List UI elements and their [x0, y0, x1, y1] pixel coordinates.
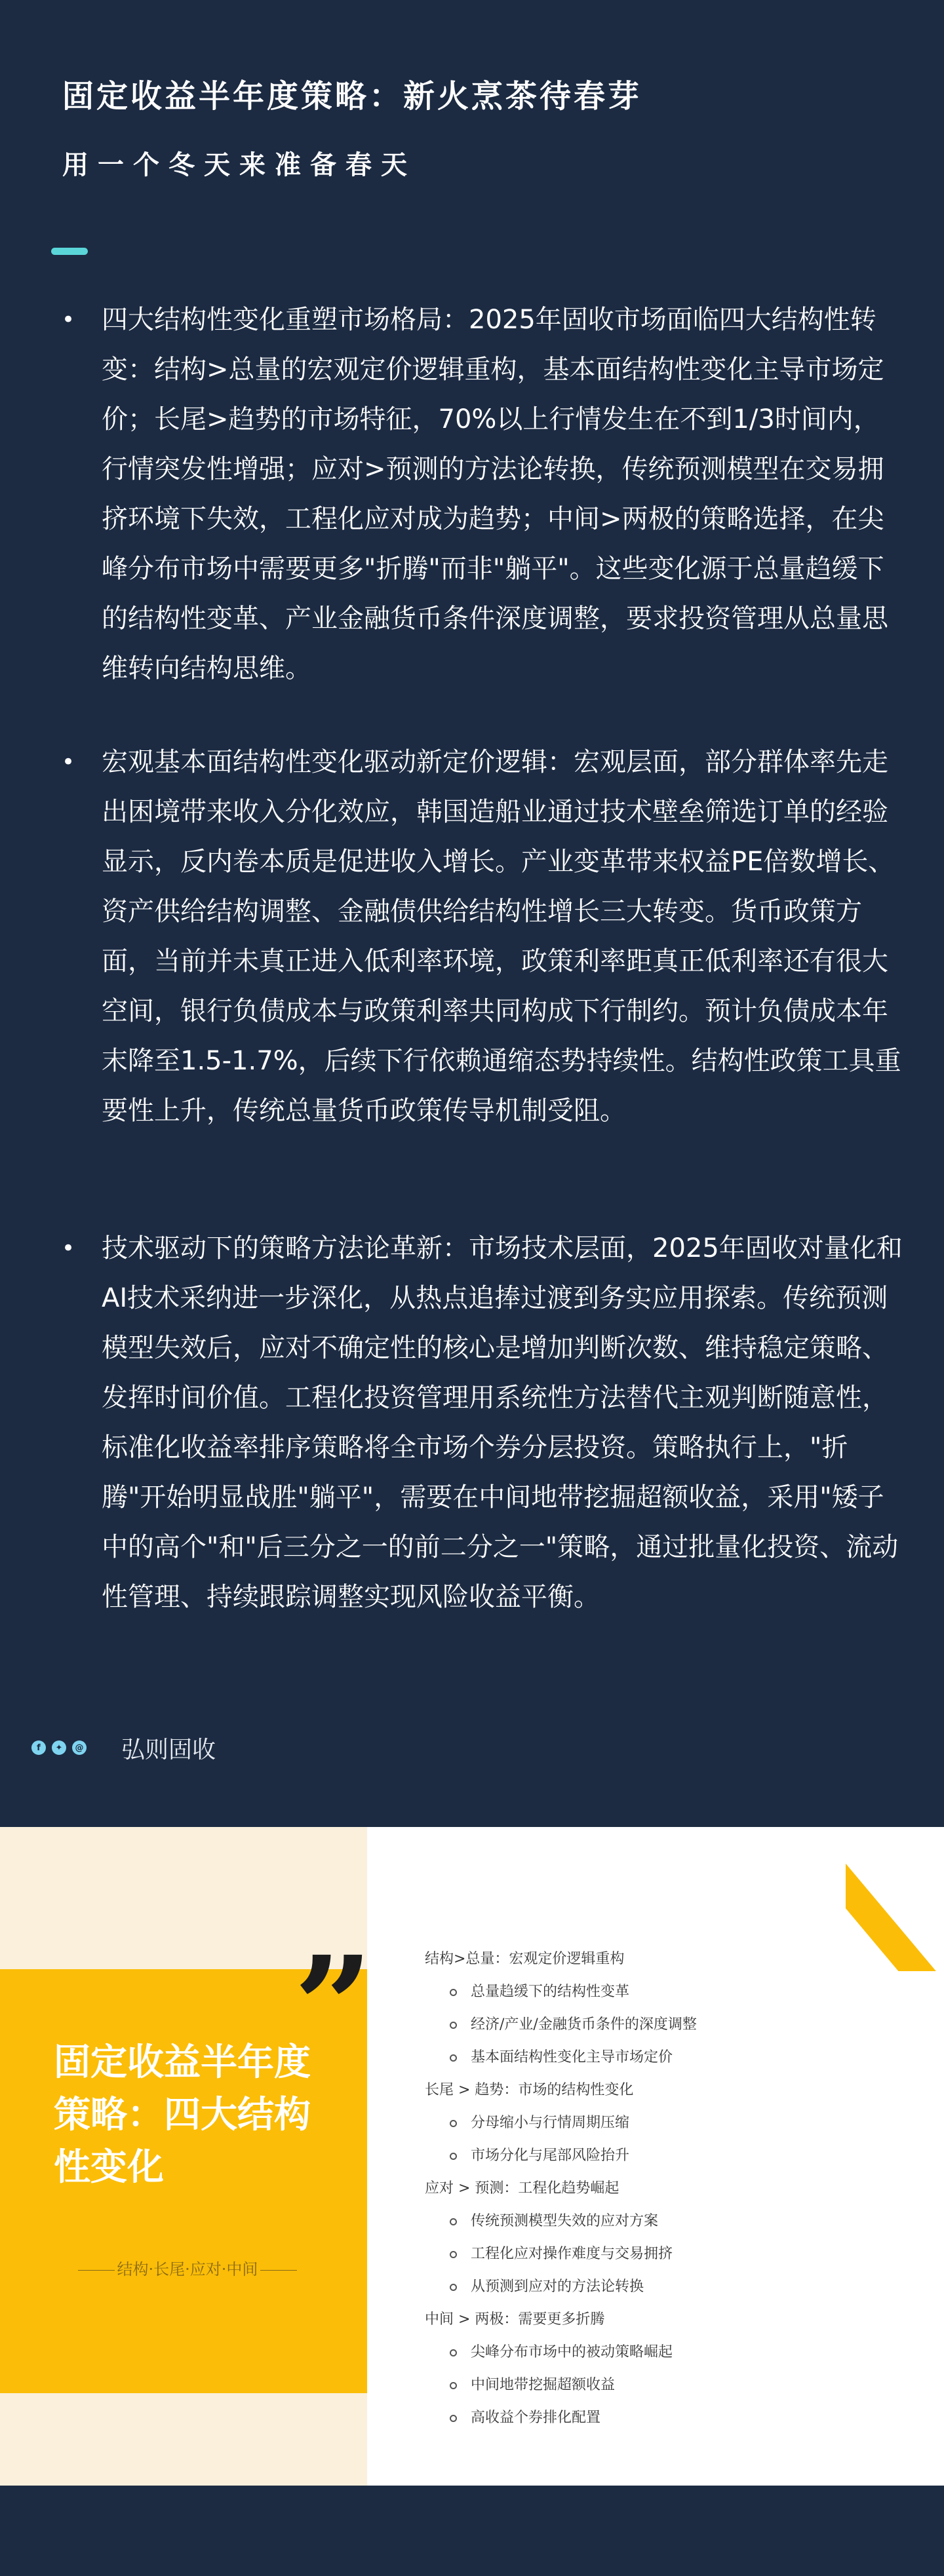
outline-item: [425, 2238, 897, 2271]
circle-bullet-icon: [450, 2382, 457, 2389]
outline-item: [425, 2041, 897, 2074]
outline-item-text: 总量趋缓下的结构性变革: [471, 1984, 630, 2000]
circle-bullet-icon: [450, 2251, 457, 2258]
bullet-list: [59, 295, 905, 1682]
outline-item: [425, 2107, 897, 2140]
outline-item: [425, 2271, 897, 2303]
brand-footer: [31, 1730, 216, 1765]
outline-heading: 中间 > 两极：需要更多折腾: [425, 2311, 605, 2328]
tagline-rule-right: [260, 2270, 297, 2271]
bullet-item: [59, 295, 905, 737]
tagline-text: 结构·长尾·应对·中间: [117, 2260, 258, 2278]
quote-mark-icon: ”: [294, 1926, 373, 2088]
page-title: 固定收益半年度策略：新火烹茶待春芽: [62, 78, 642, 115]
brand-name: 弘则固收: [121, 1736, 216, 1763]
outline-item: [425, 2369, 897, 2402]
outline-item-text: 市场分化与尾部风险抬升: [471, 2147, 630, 2164]
page-subtitle: 用一个冬天来准备春天: [62, 149, 416, 180]
outline-item: [425, 2336, 897, 2369]
outline-item-text: 传统预测模型失效的应对方案: [471, 2213, 659, 2229]
circle-bullet-icon: [450, 2284, 457, 2291]
social-icon-1[interactable]: f: [31, 1740, 46, 1755]
outline-item-text: 尖峰分布市场中的被动策略崛起: [471, 2344, 673, 2360]
card-title: 固定收益半年度策略：四大结构性变化: [54, 2041, 311, 2189]
circle-bullet-icon: [450, 2218, 457, 2225]
circle-bullet-icon: [450, 2349, 457, 2356]
circle-bullet-icon: [450, 2054, 457, 2062]
circle-bullet-icon: [450, 1989, 457, 1996]
tagline-rule-left: [78, 2270, 115, 2271]
circle-bullet-icon: [450, 2120, 457, 2127]
social-icon-3[interactable]: @: [72, 1740, 87, 1755]
bullet-marker: •: [62, 749, 75, 775]
bullet-marker: •: [62, 1235, 75, 1261]
outline-item-text: 基本面结构性变化主导市场定价: [471, 2049, 673, 2066]
outline-item-text: 高收益个券排化配置: [471, 2410, 601, 2426]
outline-item: [425, 2140, 897, 2172]
bullet-marker: •: [62, 307, 75, 333]
outline-item: [425, 2009, 897, 2041]
circle-bullet-icon: [450, 2022, 457, 2029]
bullet-text: 宏观基本面结构性变化驱动新定价逻辑：宏观层面，部分群体率先走出困境带来收入分化效应，韩国造船业通过技术壁垒筛选订单的经验显示，反内卷本质是促进收入增长。产业变革带来权益PE倍数增长、资产供给结构调整、金融债供给结构性增长三大转变。货币政策方面，当前并未真正进入低利率环境，政策利率距真正低利率还有很大空间，银行负债成本与政策利率共同构成下行制约。预计负债成本年末降至1.5-1.7%，后续下行依赖通缩态势持续性。结构性政策工具重要性上升，传统总量货币政策传导机制受阻。: [102, 747, 901, 1126]
outline-item-text: 经济/产业/金融货币条件的深度调整: [471, 2016, 697, 2033]
outline-item-text: 从预测到应对的方法论转换: [471, 2278, 644, 2295]
bottom-band: [0, 2486, 944, 2576]
card-tagline: [50, 2256, 325, 2279]
outline-list: [425, 1943, 897, 2434]
circle-bullet-icon: [450, 2153, 457, 2160]
bullet-item: [59, 1223, 905, 1682]
bullet-item: [59, 737, 905, 1223]
bullet-text: 技术驱动下的策略方法论革新：市场技术层面，2025年固收对量化和AI技术采纳进一步深化，从热点追捧过渡到务实应用探索。传统预测模型失效后，应对不确定性的核心是增加判断次数、维持稳定策略、发挥时间价值。工程化投资管理用系统性方法替代主观判断随意性，标准化收益率排序策略将全市场个券分层投资。策略执行上，"折腾"开始明显战胜"躺平"，需要在中间地带挖掘超额收益，采用"矮子中的高个"和"后三分之一的前二分之一"策略，通过批量化投资、流动性管理、持续跟踪调整实现风险收益平衡。: [102, 1233, 903, 1612]
outline-item: [425, 2205, 897, 2238]
accent-bar: [51, 248, 88, 255]
social-icon-2[interactable]: ✦: [52, 1740, 66, 1755]
outline-item-text: 分母缩小与行情周期压缩: [471, 2115, 630, 2131]
outline-heading: 长尾 > 趋势：市场的结构性变化: [425, 2082, 634, 2098]
summary-card: [0, 1827, 944, 2486]
outline-item-text: 工程化应对操作难度与交易拥挤: [471, 2246, 673, 2262]
outline-heading: 结构>总量：宏观定价逻辑重构: [425, 1951, 625, 1967]
outline-item: [425, 2402, 897, 2434]
circle-bullet-icon: [450, 2415, 457, 2422]
outline-item: [425, 1976, 897, 2009]
outline-item-text: 中间地带挖掘超额收益: [471, 2377, 616, 2393]
outline-heading: 应对 > 预测：工程化趋势崛起: [425, 2180, 620, 2197]
bullet-text: 四大结构性变化重塑市场格局：2025年固收市场面临四大结构性转变：结构>总量的宏观定价逻辑重构，基本面结构性变化主导市场定价；长尾>趋势的市场特征，70%以上行情发生在不到1/3时间内，行情突发性增强；应对>预测的方法论转换，传统预测模型在交易拥挤环境下失效，工程化应对成为趋势；中间>两极的策略选择，在尖峰分布市场中需要更多"折腾"而非"躺平"。这些变化源于总量趋缓下的结构性变革、产业金融货币条件深度调整，要求投资管理从总量思维转向结构思维。: [102, 305, 888, 683]
